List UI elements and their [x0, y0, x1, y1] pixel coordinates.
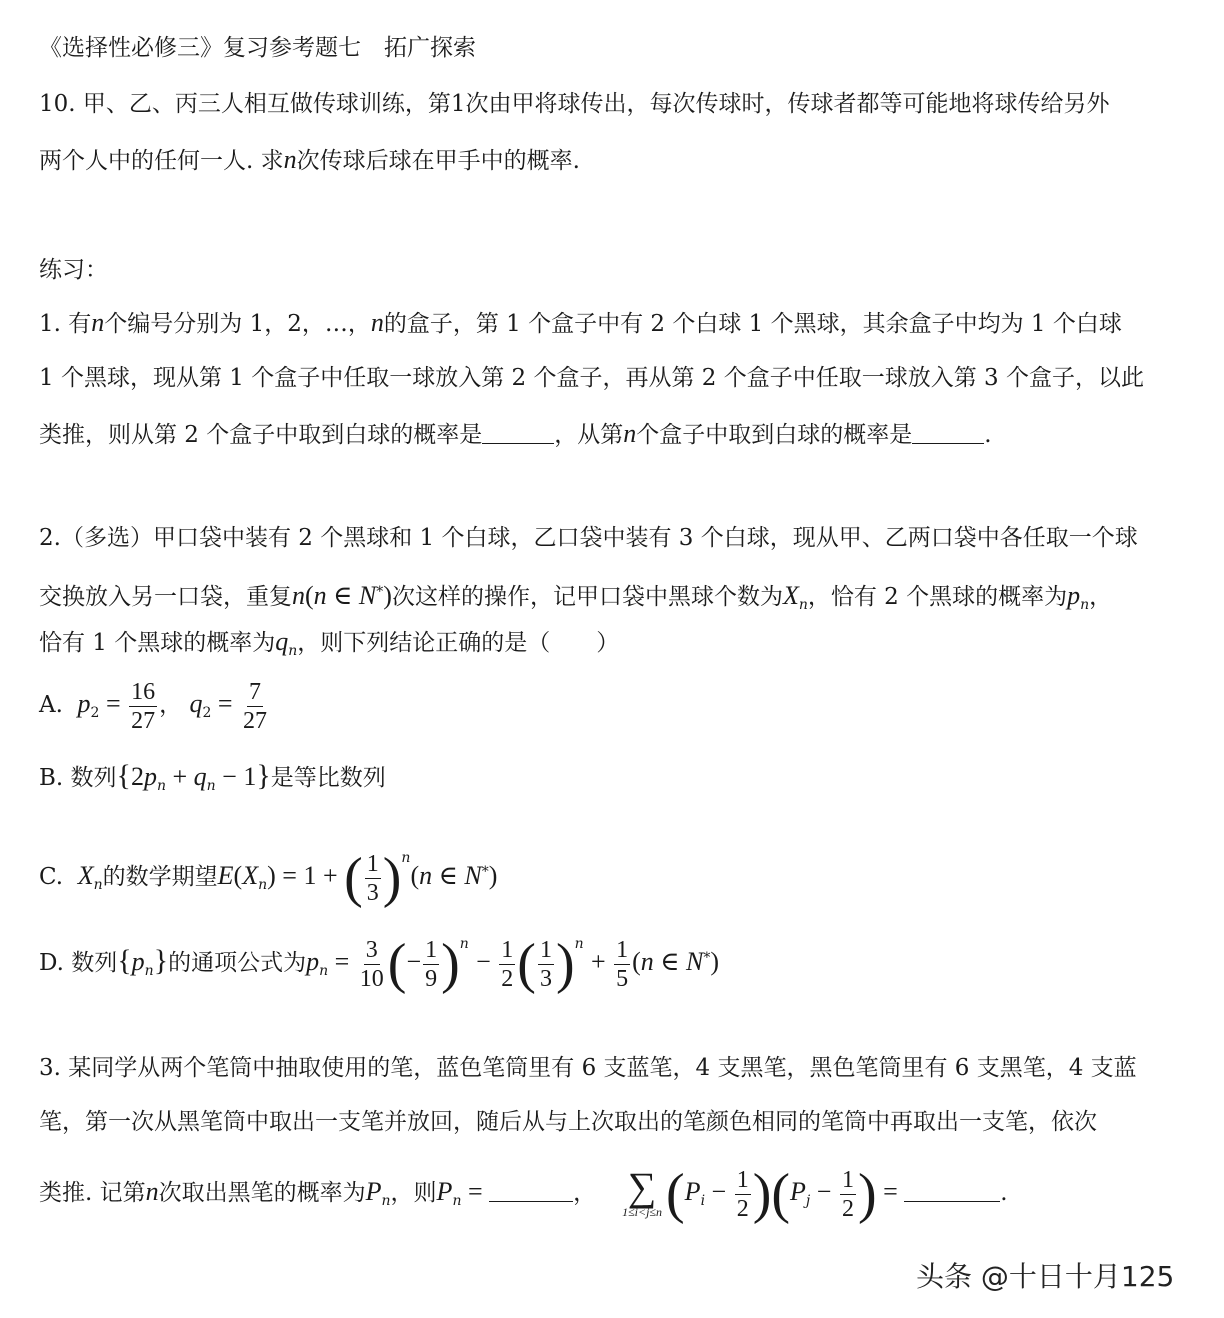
- answer-blank[interactable]: [482, 419, 554, 444]
- p2-line3: 恰有 1 个黑球的概率为$q_n$，则下列结论正确的是（ ）: [39, 627, 620, 659]
- p3-line3: 类推. 记第n次取出黑笔的概率为$P_n$，则$P_n$ = ， ∑ 1≤i<j≤n ($P_i$ − $\frac{1}{2}$ )($P_j$ − $\frac{1}{2}$ ) = .: [39, 1163, 1008, 1225]
- practice-label: 练习：: [39, 257, 108, 283]
- p2-line2: 交换放入另一口袋，重复n(n ∈ N*)次这样的操作，记甲口袋中黑球个数为$X_n$，恰有 2 个黑球的概率为$p_n$，: [39, 581, 1113, 613]
- p1-line1: 1. 有n个编号分别为 1，2，…，n的盒子，第 1 个盒子中有 2 个白球 1 个黑球，其余盒子中均为 1 个白球: [39, 308, 1122, 337]
- p2-line1: 2.（多选）甲口袋中装有 2 个黑球和 1 个白球，乙口袋中装有 3 个白球，现从甲、乙两口袋中各任取一个球: [39, 525, 1138, 551]
- answer-blank[interactable]: [489, 1177, 573, 1202]
- q10-line2: 两个人中的任何一人. 求n次传球后球在甲手中的概率.: [39, 145, 580, 174]
- sum-symbol: ∑ 1≤i<j≤n: [622, 1164, 663, 1219]
- p1-line2: 1 个黑球，现从第 1 个盒子中任取一球放入第 2 个盒子，再从第 2 个盒子中任取一球放入第 3 个盒子，以此: [39, 365, 1144, 391]
- p1-line3: 类推，则从第 2 个盒子中取到白球的概率是 ，从第n个盒子中取到白球的概率是 .: [39, 419, 992, 448]
- q10-line1: 10. 甲、乙、丙三人相互做传球训练，第1次由甲将球传出，每次传球时，传球者都等可能地将球传给另外: [39, 91, 1110, 117]
- option-d: D. 数列$\{p_n\}$的通项公式为$p_n$ = $\frac{3}{10}$ (− $\frac{1}{9}$ )$^n$ − $\frac{1}{2}$ ( $\frac{1}{3}$ )$^n$ + $\frac{1}{5}$ (n ∈ N*): [39, 933, 720, 995]
- watermark: 头条 @十日十月125: [916, 1260, 1175, 1293]
- option-a: A. $p_2$ = $\frac{16}{27}$ ， $q_2$ = $\frac{7}{27}$: [39, 678, 268, 734]
- p3-line2: 笔，第一次从黑笔筒中取出一支笔并放回，随后从与上次取出的笔颜色相同的笔筒中再取出一支笔，依次: [39, 1109, 1097, 1135]
- p3-line1: 3. 某同学从两个笔筒中抽取使用的笔，蓝色笔筒里有 6 支蓝笔，4 支黑笔，黑色笔筒里有 6 支黑笔，4 支蓝: [39, 1055, 1137, 1081]
- answer-blank[interactable]: [904, 1177, 1000, 1202]
- option-c: C. $X_n$的数学期望$E(X_n) = 1$ + ( $\frac{1}{3}$ )$^n$(n ∈ N*): [39, 847, 498, 909]
- doc-title: 《选择性必修三》复习参考题七 拓广探索: [39, 35, 476, 61]
- option-b: B. 数列$\{2p_n + q_n - 1\}$是等比数列: [39, 759, 386, 794]
- answer-blank[interactable]: [912, 419, 984, 444]
